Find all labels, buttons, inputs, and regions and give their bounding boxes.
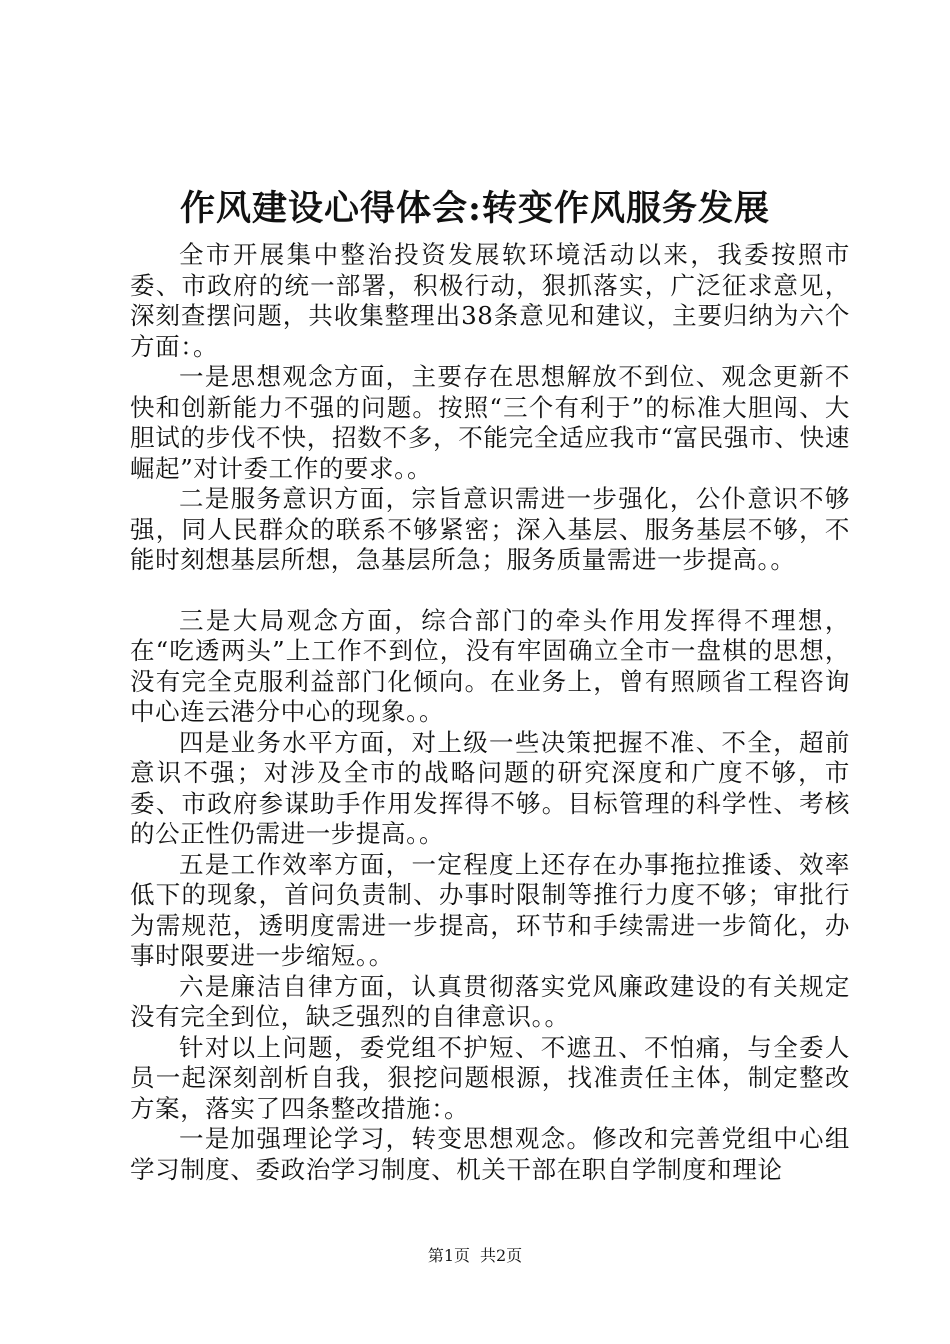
- paragraph-point-2: 二是服务意识方面，宗旨意识需进一步强化，公仆意识不够强，同人民群众的联系不够紧密；深入基层、服务基层不够，不能时刻想基层所想，急基层所急；服务质量需进一步提高。。: [130, 484, 850, 574]
- paragraph-point-6: 六是廉洁自律方面，认真贯彻落实党风廉政建设的有关规定没有完全到位，缺乏强烈的自律意识。。: [130, 971, 850, 1031]
- page-number: 第1页: [427, 1246, 470, 1265]
- paragraph-point-5: 五是工作效率方面，一定程度上还存在办事拖拉推诿、效率低下的现象，首问负责制、办事时限制等推行力度不够；审批行为需规范，透明度需进一步提高，环节和手续需进一步简化，办事时限要进一步缩短。。: [130, 849, 850, 970]
- paragraph-intro: 全市开展集中整治投资发展软环境活动以来，我委按照市委、市政府的统一部署，积极行动，狠抓落实，广泛征求意见，深刻查摆问题，共收集整理出38条意见和建议，主要归纳为六个方面：。: [130, 240, 850, 361]
- paragraph-point-4: 四是业务水平方面，对上级一些决策把握不准、不全，超前意识不强；对涉及全市的战略问题的研究深度和广度不够，市委、市政府参谋助手作用发挥得不够。目标管理的科学性、考核的公正性仍需进一步提高。。: [130, 727, 850, 848]
- document-body: [130, 240, 850, 1185]
- document-title: 作风建设心得体会:转变作风服务发展: [180, 188, 770, 229]
- page-footer: [0, 1246, 950, 1266]
- paragraph-point-1: 一是思想观念方面，主要存在思想解放不到位、观念更新不快和创新能力不强的问题。按照“三个有利于”的标准大胆闯、大胆试的步伐不快，招数不多，不能完全适应我市“富民强市、快速崛起”对计委工作的要求。。: [130, 362, 850, 483]
- paragraph-point-3: 三是大局观念方面，综合部门的牵头作用发挥得不理想，在“吃透两头”上工作不到位，没有牢固确立全市一盘棋的思想，没有完全克服利益部门化倾向。在业务上，曾有照顾省工程咨询中心连云港分中心的现象。。: [130, 605, 850, 726]
- paragraph-rectification: 针对以上问题，委党组不护短、不遮丑、不怕痛，与全委人员一起深刻剖析自我，狠挖问题根源，找准责任主体，制定整改方案，落实了四条整改措施：。: [130, 1032, 850, 1123]
- page-total: 共2页: [480, 1246, 523, 1265]
- paragraph-measure-1: 一是加强理论学习，转变思想观念。修改和完善党组中心组学习制度、委政治学习制度、机关干部在职自学制度和理论: [130, 1124, 850, 1184]
